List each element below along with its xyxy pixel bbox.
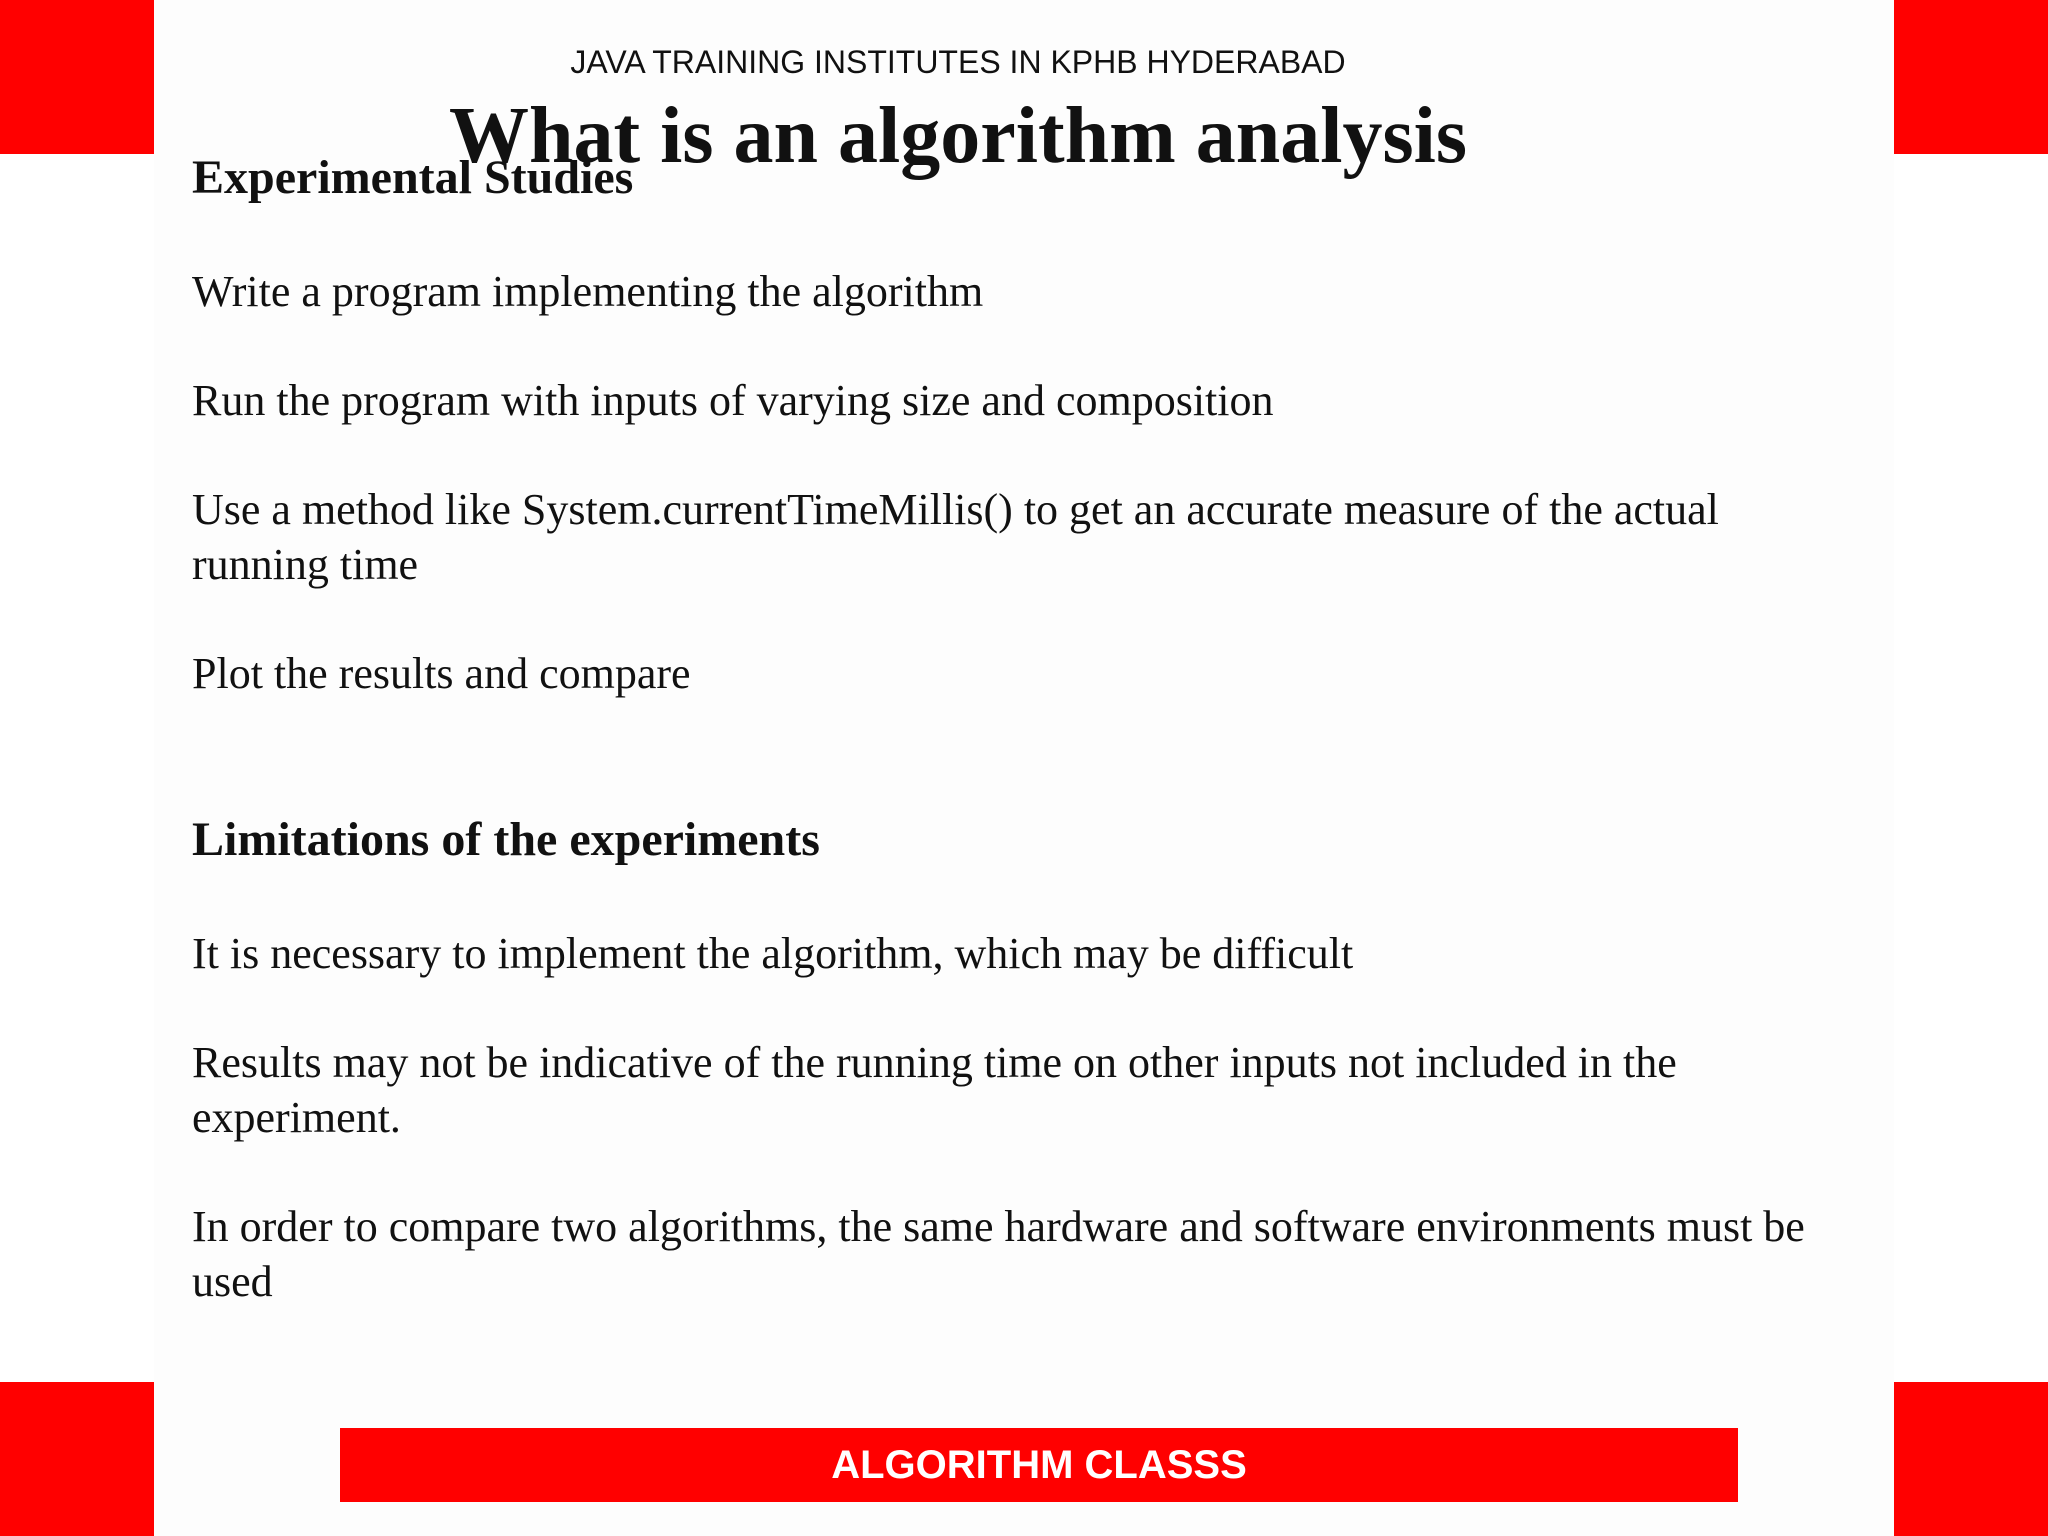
footer-label: ALGORITHM CLASSS xyxy=(831,1442,1247,1487)
corner-decoration-bottom-right xyxy=(1894,1382,2048,1536)
corner-decoration-top-right xyxy=(1894,0,2048,154)
experimental-point: Plot the results and compare xyxy=(192,649,691,698)
limitations-heading: Limitations of the experiments xyxy=(192,813,820,866)
experimental-point: Write a program implementing the algorithm xyxy=(192,267,984,316)
slide-title: What is an algorithm analysis xyxy=(449,92,1467,180)
header-caption: JAVA TRAINING INSTITUTES IN KPHB HYDERABAD xyxy=(570,44,1346,80)
experimental-studies-heading: Experimental Studies xyxy=(192,151,634,204)
limitation-point: In order to compare two algorithms, the same hardware and software environments must be used xyxy=(192,1202,1805,1306)
corner-decoration-bottom-left xyxy=(0,1382,154,1536)
limitation-point: It is necessary to implement the algorithm, which may be difficult xyxy=(192,929,1354,978)
footer-banner xyxy=(340,1428,1738,1502)
limitation-point: Results may not be indicative of the running time on other inputs not included in the experiment. xyxy=(192,1038,1677,1142)
experimental-point: Use a method like System.currentTimeMillis() to get an accurate measure of the actual running time xyxy=(192,485,1719,589)
experimental-point: Run the program with inputs of varying size and composition xyxy=(192,376,1274,425)
